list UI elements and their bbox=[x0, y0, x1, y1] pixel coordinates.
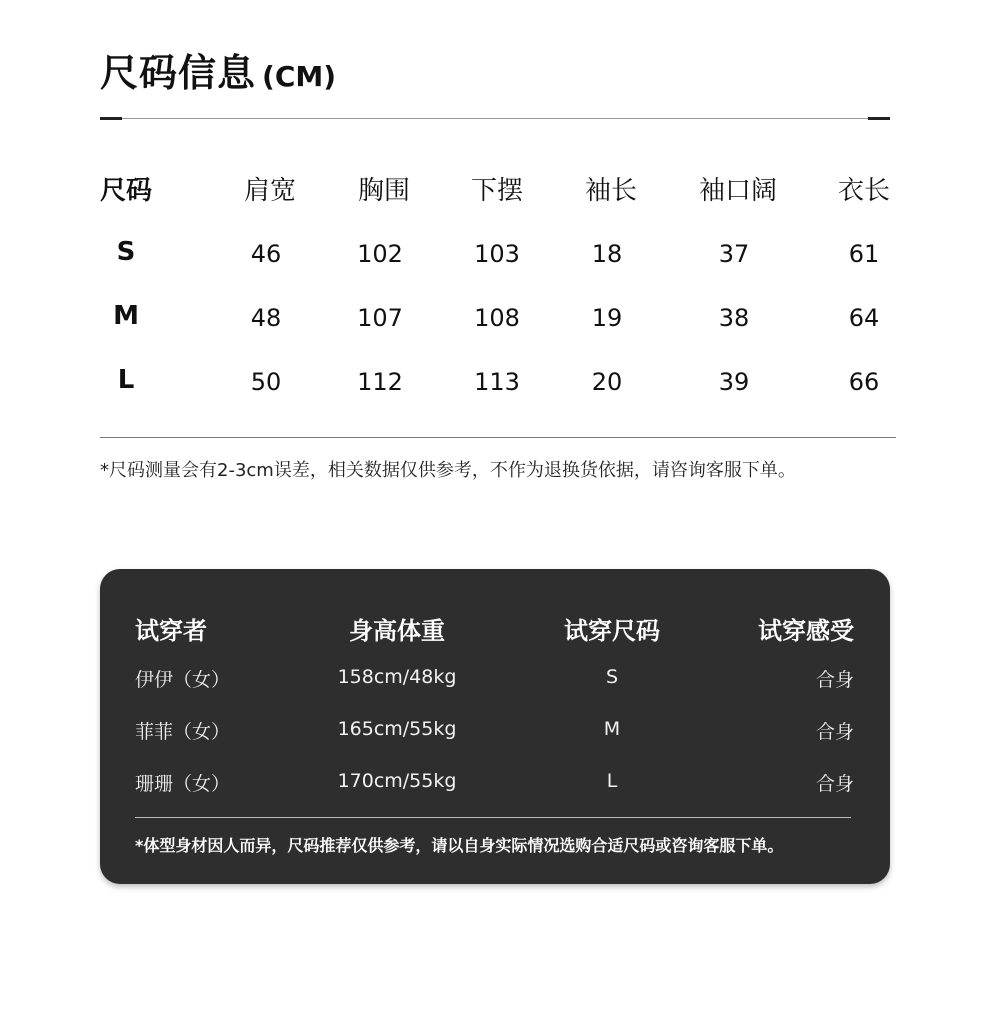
tryon-fit: 合身 bbox=[815, 669, 854, 691]
size-row-label: S bbox=[116, 237, 136, 267]
table-cell: 113 bbox=[474, 368, 520, 396]
table-cell: 107 bbox=[357, 304, 403, 332]
tryon-fit: 合身 bbox=[815, 721, 854, 743]
table-cell: 50 bbox=[250, 368, 282, 396]
tryon-person: 珊珊（女） bbox=[135, 773, 231, 795]
tryon-header-fit: 试穿感受 bbox=[758, 617, 854, 645]
size-row-label: M bbox=[113, 301, 139, 331]
table-cell: 18 bbox=[591, 240, 623, 268]
tryon-person: 伊伊（女） bbox=[135, 669, 231, 691]
size-header-hem: 下摆 bbox=[470, 176, 524, 206]
tryon-header-height-weight: 身高体重 bbox=[349, 617, 445, 645]
tryon-person: 菲菲（女） bbox=[135, 721, 231, 743]
table-cell: 66 bbox=[848, 368, 880, 396]
size-header-sleeve: 袖长 bbox=[584, 176, 638, 206]
table-cell: 103 bbox=[474, 240, 520, 268]
table-cell: 108 bbox=[474, 304, 520, 332]
table-cell: 102 bbox=[357, 240, 403, 268]
size-header-size: 尺码 bbox=[100, 176, 153, 206]
size-header-length: 衣长 bbox=[837, 176, 891, 206]
tryon-note: *体型身材因人而异，尺码推荐仅供参考，请以自身实际情况选购合适尺码或咨询客服下单。 bbox=[135, 836, 784, 855]
page-title bbox=[100, 42, 337, 95]
title-unit: (CM) bbox=[262, 60, 337, 93]
tryon-panel bbox=[100, 569, 890, 884]
tryon-height-weight: 158cm/48kg bbox=[337, 666, 457, 688]
table-cell: 61 bbox=[848, 240, 880, 268]
table-cell: 20 bbox=[591, 368, 623, 396]
title-divider bbox=[100, 118, 890, 119]
tryon-size: S bbox=[605, 666, 619, 688]
table-cell: 37 bbox=[718, 240, 750, 268]
table-cell: 64 bbox=[848, 304, 880, 332]
tryon-divider bbox=[135, 817, 851, 818]
tryon-height-weight: 170cm/55kg bbox=[337, 770, 457, 792]
size-table-divider bbox=[100, 437, 896, 438]
size-header-shoulder: 肩宽 bbox=[243, 176, 297, 206]
table-cell: 39 bbox=[718, 368, 750, 396]
divider-cap-left bbox=[100, 117, 122, 120]
size-row-label: L bbox=[117, 365, 135, 395]
table-cell: 48 bbox=[250, 304, 282, 332]
table-cell: 19 bbox=[591, 304, 623, 332]
tryon-height-weight: 165cm/55kg bbox=[337, 718, 457, 740]
size-header-chest: 胸围 bbox=[357, 176, 411, 206]
title-main: 尺码信息 bbox=[100, 51, 257, 95]
tryon-header-person: 试穿者 bbox=[135, 617, 207, 645]
tryon-size: M bbox=[603, 718, 621, 740]
size-note: *尺码测量会有2-3cm误差，相关数据仅供参考，不作为退换货依据，请咨询客服下单。 bbox=[100, 460, 796, 481]
tryon-fit: 合身 bbox=[815, 773, 854, 795]
table-cell: 46 bbox=[250, 240, 282, 268]
table-cell: 38 bbox=[718, 304, 750, 332]
divider-cap-right bbox=[868, 117, 890, 120]
table-cell: 112 bbox=[357, 368, 403, 396]
size-header-cuff: 袖口阔 bbox=[698, 176, 778, 206]
tryon-size: L bbox=[606, 770, 618, 792]
tryon-header-size: 试穿尺码 bbox=[564, 617, 660, 645]
